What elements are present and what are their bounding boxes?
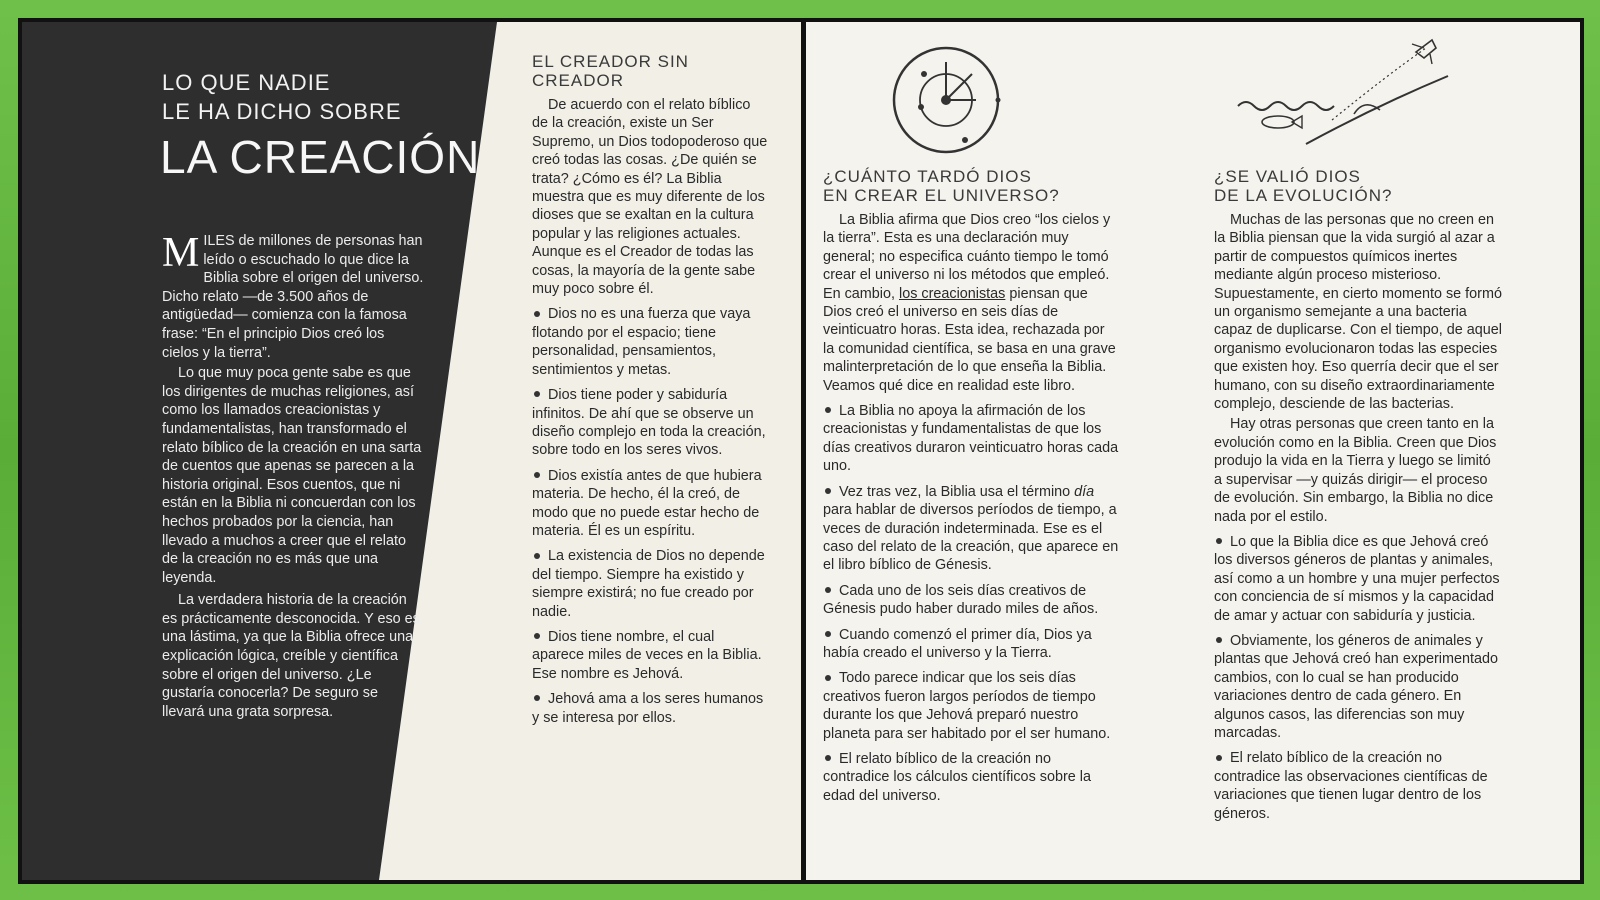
creator-bullet-2: Dios tiene poder y sabiduría infinitos. De ahí que se observe un diseño complejo en toda la creación, sobre todo en los seres vivos. [532,387,766,459]
bullet-icon [534,472,540,478]
evolution-paragraph-2: Hay otras personas que creen tanto en la evolución como en la Biblia. Creen que Dios produjo la vida en la Tierra y luego se limitó a supervisar —y quizás dirigir— el proceso de evolución. Sin embargo, la Biblia no dice nada por el estilo. [1214,416,1497,525]
bullet-icon [534,553,540,559]
bullet-icon [825,587,831,593]
bullet-icon [825,407,831,413]
bullet-icon [534,695,540,701]
time-paragraph: La Biblia afirma que Dios creo “los cielos y la tierra”. Esta es una declaración muy general; no especifica cuánto tiempo le tomó crear el universo ni los métodos que empleó. En cambio, los creacionistas piensan que Dios creó el universo en seis días de veinticuatro horas. Esta idea, rechazada por la comunidad científica, se basa en una grave malinterpretación de lo que enseña la Biblia. Veamos qué dice en realidad este libro. [823,212,1116,394]
title-line-1: LO QUE NADIE [162,70,331,95]
underlined-term: los creacionistas [899,285,1006,302]
intro-paragraph-3: La verdadera historia de la creación es prácticamente desconocida. Y eso es una lástima, ya que la Biblia ofrece una explicación lógica, creíble y científica sobre el origen del universo. ¿Le gustaría conocerla? De seguro se llevará una grata sorpresa. [162,592,420,720]
bullet-icon [1216,637,1222,643]
bullet-icon [825,675,831,681]
bullet-icon [825,488,831,494]
evolution-illustration-icon [1236,36,1466,148]
time-heading-line-2: EN CREAR EL UNIVERSO? [823,186,1060,205]
creator-bullet-3: Dios existía antes de que hubiera materia. De hecho, él la creó, de modo que no puede estar hecho de materia. Él es un espíritu. [532,467,762,539]
creator-heading: EL CREADOR SIN CREADOR [532,52,689,90]
time-bullet-1: La Biblia no apoya la afirmación de los creacionistas y fundamentalistas de que los días creativos duraron veinticuatro horas cada uno. [823,403,1119,475]
time-heading-line-1: ¿CUÁNTO TARDÓ DIOS [823,167,1032,186]
bullet-icon [1216,538,1222,544]
right-page [806,22,1580,880]
creator-bullet-1: Dios no es una fuerza que vaya flotando por el espacio; tiene personalidad, pensamientos, sentimientos y metas. [532,306,751,378]
creator-bullet-5: Dios tiene nombre, el cual aparece miles de veces en la Biblia. Ese nombre es Jehová. [532,628,762,682]
bullet-icon [534,391,540,397]
intro-paragraph-2: Lo que muy poca gente sabe es que los dirigentes de muchas religiones, así como los llamados creacionistas y fundamentalistas, han transformado el relato bíblico de la creación en una sarta de cuentos que apenas se parecen a la historia original. Esos cuentos, que ni están en la Biblia ni concuerdan con los hechos probados por la ciencia, han llevado a muchos a creer que el relato de la creación no es más que una leyenda. [162,365,422,586]
clock-orbit-icon [890,44,1002,156]
time-bullet-5: Todo parece indicar que los seis días creativos fueron largos períodos de tiempo durante los que Jehová preparó nuestro planeta para ser habitado por el ser humano. [823,670,1111,742]
time-bullet-6: El relato bíblico de la creación no contradice los cálculos científicos sobre la edad del universo. [823,750,1091,804]
evolution-heading-line-1: ¿SE VALIÓ DIOS [1214,167,1361,186]
time-bullet-4: Cuando comenzó el primer día, Dios ya había creado el universo y la Tierra. [823,626,1092,661]
creator-bullet-6: Jehová ama a los seres humanos y se interesa por ellos. [532,691,764,726]
intro-text [162,232,424,723]
left-page [22,22,801,880]
time-bullet-3: Cada uno de los seis días creativos de Génesis pudo haber durado miles de años. [823,582,1099,618]
time-column [823,167,1119,805]
evolution-column [1214,167,1502,823]
bullet-icon [825,631,831,637]
evolution-bullet-2: Obviamente, los géneros de animales y plantas que Jehová creó han experimentado cambios, con lo cual se han producido variaciones dentro de cada género. En algunos casos, las diferencias son muy marcadas. [1214,632,1499,741]
intro-paragraph-1-text: ILES de millones de personas han leído o escuchado lo que dice la Biblia sobre el origen del universo. Dicho relato —de 3.500 años de antigüedad— comienza con la famosa frase: “En el principio Dios creó los cielos y la tierra”. [162,233,424,361]
evolution-bullet-3: El relato bíblico de la creación no contradice las observaciones científicas de variaciones que tienen lugar dentro de los géneros. [1214,750,1488,822]
page-title: LA CREACIÓN [160,131,481,183]
evolution-heading-line-2: DE LA EVOLUCIÓN? [1214,186,1393,205]
creator-column [532,52,770,727]
creator-bullet-4: La existencia de Dios no depende del tiempo. Siempre ha existido y siempre existirá; no fue creado por nadie. [532,548,765,620]
bullet-icon [1216,755,1222,761]
time-bullet-2: Vez tras vez, la Biblia usa el término día para hablar de diversos períodos de tiempo, a veces de duración indeterminada. Ese es el caso del relato de la creación, que aparece en el libro bíblico de Génesis. [823,483,1119,574]
creator-paragraph: De acuerdo con el relato bíblico de la creación, existe un Ser Supremo, un Dios todopoderoso que creó todas las cosas. ¿De quién se trata? ¿Cómo es él? La Biblia muestra que es muy diferente de los dioses que se exaltan en la cultura popular y las religiones actuales. Aunque es el Creador de todas las cosas, la mayoría de la gente sabe muy poco sobre él. [532,97,768,298]
drop-cap: M [162,230,200,276]
bullet-icon [534,311,540,317]
evolution-bullet-1: Lo que la Biblia dice es que Jehová creó los diversos géneros de plantas y animales, así como a un hombre y una mujer perfectos con conciencia de sí mismos y la capacidad de amar y actuar con sabiduría y justicia. [1214,533,1500,624]
evolution-paragraph-1: Muchas de las personas que no creen en la Biblia piensan que la vida surgió al azar a partir de compuestos químicos inertes mediante algún proceso misterioso. Supuestamente, en cierto momento se formó un organismo semejante a una bacteria capaz de duplicarse. Con el tiempo, de aquel organismo evolucionaron todas las especies que existen hoy. Eso querría decir que el ser humano, con su diseño extraordinariamente complejo, desciende de las bacterias. [1214,212,1502,413]
title-line-2: LE HA DICHO SOBRE [162,99,402,124]
bullet-icon [825,755,831,761]
bullet-icon [534,633,540,639]
intro-paragraph-1 [162,232,424,362]
